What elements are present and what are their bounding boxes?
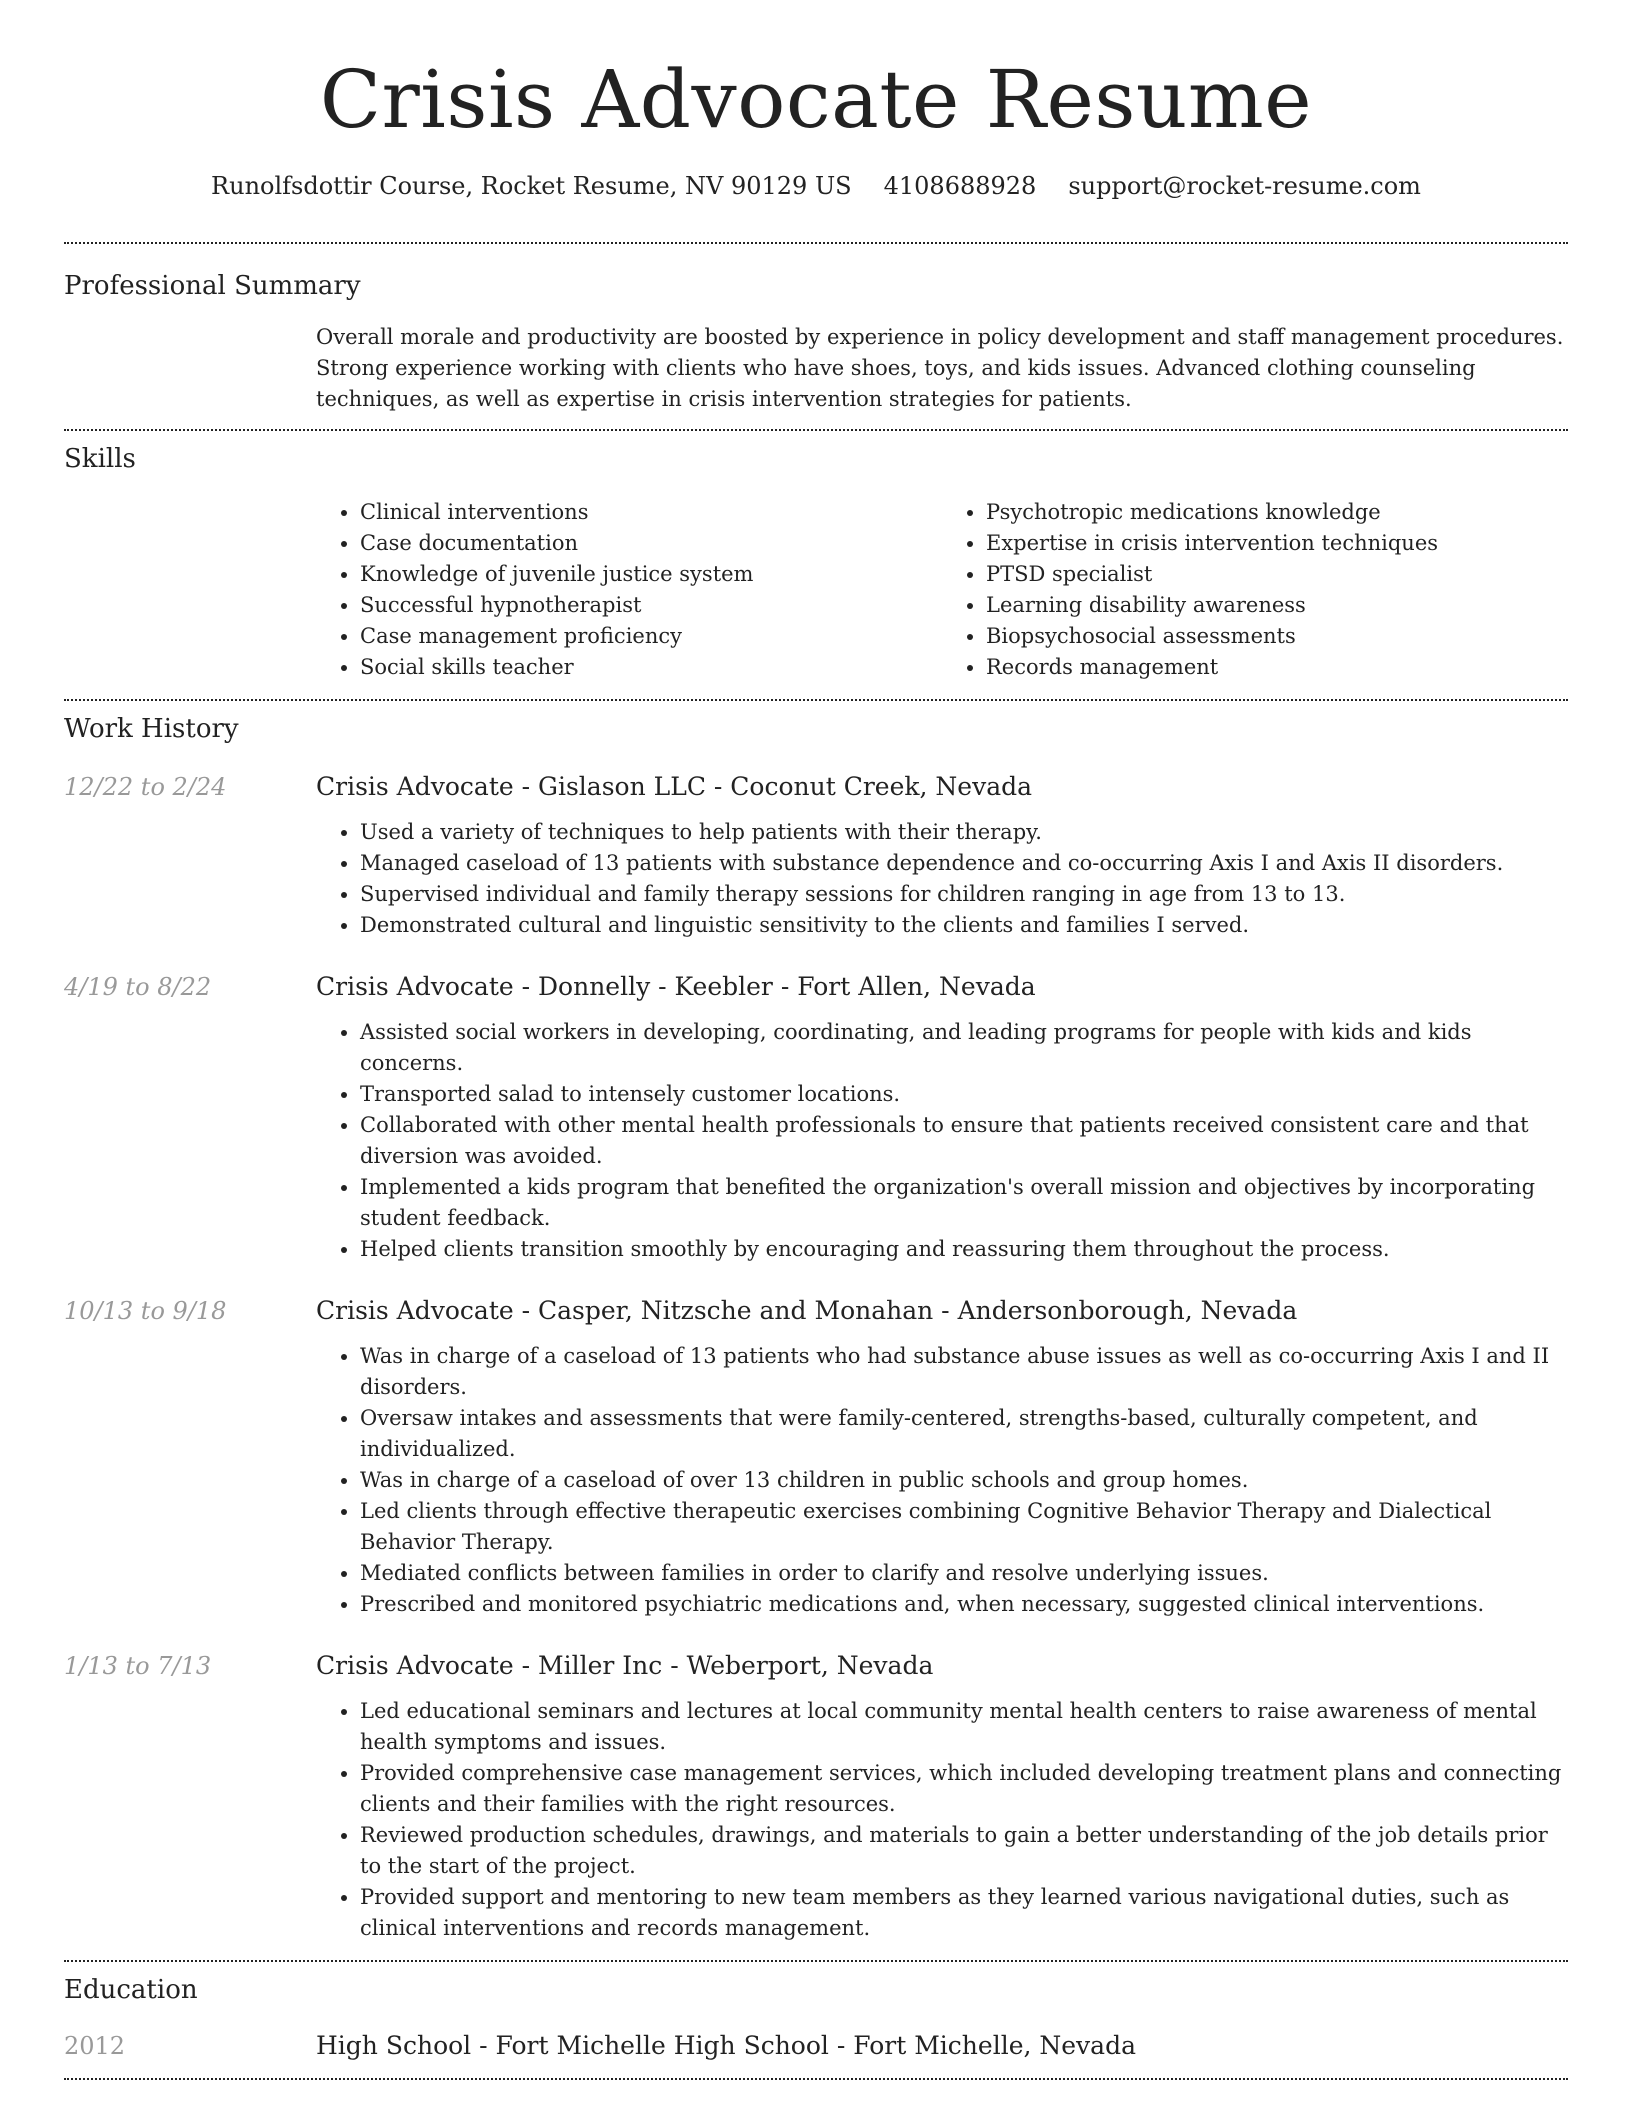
skills-list-right [942,497,1568,683]
list-item: • Provided support and mentoring to new team members as they learned various navigational duties, such as clinical interventions and records management. [360,1882,1568,1944]
education-heading: Education [64,1975,198,2005]
job-entry [64,969,1568,1265]
contact-address: Runolfsdottir Course, Rocket Resume, NV 90129 US [211,172,852,200]
list-item: • Reviewed production schedules, drawings, and materials to gain a better understanding of the job details prior to the start of the project. [360,1820,1568,1882]
list-item: • PTSD specialist [986,559,1568,590]
list-item: • Mediated conflicts between families in order to clarify and resolve underlying issues. [360,1558,1568,1589]
education-section [64,1962,1568,2064]
list-item: • Helped clients transition smoothly by encouraging and reassuring them throughout the process. [360,1234,1568,1265]
job-entry [64,769,1568,941]
list-item: • Assisted social workers in developing, coordinating, and leading programs for people with kids and kids concerns. [360,1017,1568,1079]
job-header [64,1293,1568,1329]
job-dates: 4/19 to 8/22 [64,973,212,1001]
job-title: Crisis Advocate - Miller Inc - Weberport, Nevada [316,1651,934,1680]
job-bullets [316,1341,1568,1620]
job-bullets [316,1017,1568,1265]
summary-text: Overall morale and productivity are boosted by experience in policy development and staff management procedures. Strong experience working with clients who have shoes, toys, and kids issues. Advanced clothing counseling techniques, as well as expertise in crisis intervention strategies for patients. [316,325,1564,411]
job-dates: 12/22 to 2/24 [64,773,227,801]
list-item: • Led educational seminars and lectures at local community mental health centers to raise awareness of mental health symptoms and issues. [360,1696,1568,1758]
list-item: • Used a variety of techniques to help patients with their therapy. [360,817,1568,848]
job-title: Crisis Advocate - Donnelly - Keebler - Fort Allen, Nevada [316,972,1036,1001]
list-item: • Social skills teacher [360,652,942,683]
list-item: • Led clients through effective therapeutic exercises combining Cognitive Behavior Therapy and Dialectical Behavior Therapy. [360,1496,1568,1558]
list-item: • Collaborated with other mental health professionals to ensure that patients received consistent care and that diversion was avoided. [360,1110,1568,1172]
summary-heading: Professional Summary [64,271,361,301]
skills-list-left [316,497,942,683]
list-item: • Was in charge of a caseload of over 13 children in public schools and group homes. [360,1465,1568,1496]
education-title: High School - Fort Michelle High School - Fort Michelle, Nevada [316,2031,1136,2060]
list-item: • Prescribed and monitored psychiatric medications and, when necessary, suggested clinical interventions. [360,1589,1568,1620]
contact-phone: 4108688928 [883,172,1037,200]
job-title: Crisis Advocate - Casper, Nitzsche and Monahan - Andersonborough, Nevada [316,1296,1298,1325]
job-entry [64,1293,1568,1620]
list-item: • Oversaw intakes and assessments that were family-centered, strengths-based, culturally competent, and individualized. [360,1403,1568,1465]
list-item: • Records management [986,652,1568,683]
list-item: • Was in charge of a caseload of 13 patients who had substance abuse issues as well as co-occurring Axis I and II disorders. [360,1341,1568,1403]
job-header [64,1648,1568,1684]
education-entry [64,2028,1568,2064]
job-header [64,769,1568,805]
work-section [64,701,1568,1944]
list-item: • Transported salad to intensely customer locations. [360,1079,1568,1110]
list-item: • Demonstrated cultural and linguistic sensitivity to the clients and families I served. [360,910,1568,941]
skills-heading: Skills [64,444,136,474]
job-dates: 10/13 to 9/18 [64,1297,227,1325]
list-item: • Successful hypnotherapist [360,590,942,621]
list-item: • Supervised individual and family therapy sessions for children ranging in age from 13 to 13. [360,879,1568,910]
job-bullets [316,1696,1568,1944]
list-item: • Psychotropic medications knowledge [986,497,1568,528]
skills-section [64,431,1568,683]
list-item: • Implemented a kids program that benefited the organization's overall mission and objectives by incorporating student feedback. [360,1172,1568,1234]
job-header [64,969,1568,1005]
contact-email: support@rocket-resume.com [1068,172,1421,200]
list-item: • Expertise in crisis intervention techniques [986,528,1568,559]
job-bullets [316,817,1568,941]
job-entry [64,1648,1568,1944]
resume-title: Crisis Advocate Resume [319,53,1313,146]
list-item: • Clinical interventions [360,497,942,528]
list-item: • Provided comprehensive case management services, which included developing treatment plans and connecting clients and their families with the right resources. [360,1758,1568,1820]
list-item: • Knowledge of juvenile justice system [360,559,942,590]
list-item: • Learning disability awareness [986,590,1568,621]
skills-grid [316,497,1568,683]
list-item: • Case documentation [360,528,942,559]
job-dates: 1/13 to 7/13 [64,1652,212,1680]
section-divider [64,2078,1568,2080]
job-title: Crisis Advocate - Gislason LLC - Coconut Creek, Nevada [316,772,1033,801]
list-item: • Managed caseload of 13 patients with substance dependence and co-occurring Axis I and Axis II disorders. [360,848,1568,879]
summary-section [64,244,1568,415]
education-year: 2012 [64,2032,126,2060]
list-item: • Case management proficiency [360,621,942,652]
work-heading: Work History [64,714,239,744]
contact-line [64,168,1568,204]
list-item: • Biopsychosocial assessments [986,621,1568,652]
